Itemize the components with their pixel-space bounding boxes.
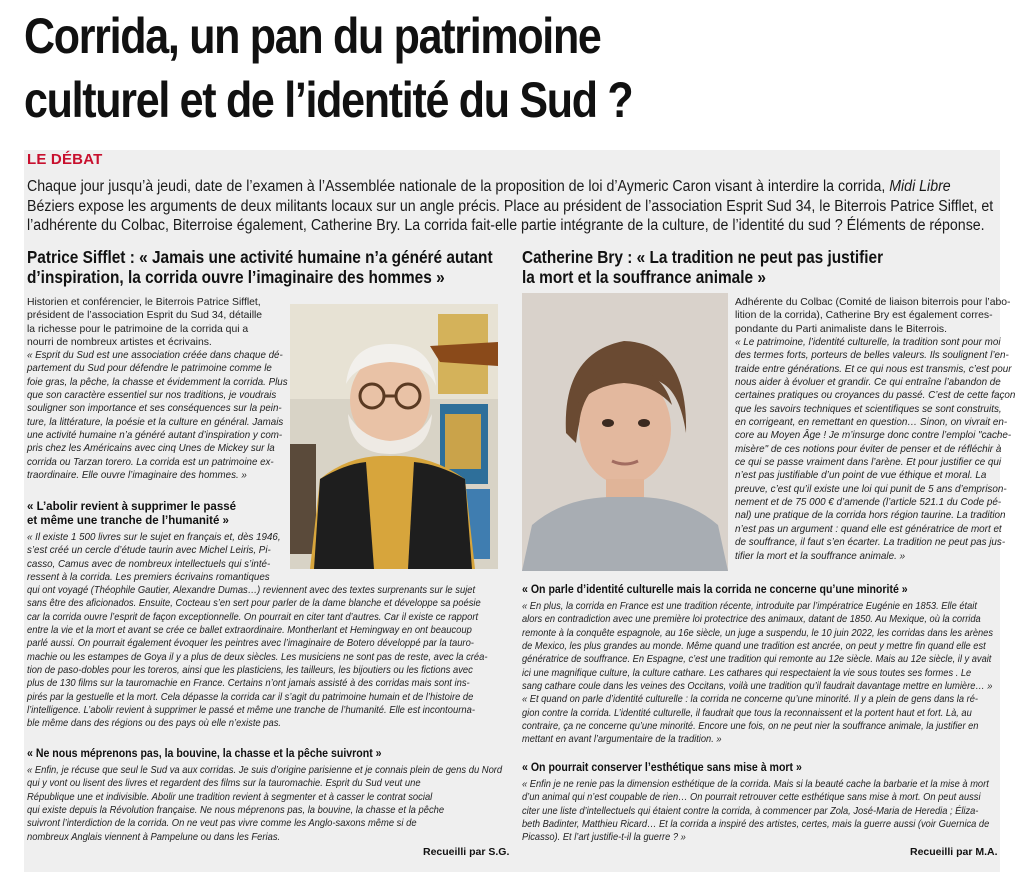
intro-line-3: l’adhérente du Colbac, Biterroise également, Catherine Bry. La corrida fait-elle partie intégrante de la culture, de l’identité du sud ? Éléments de réponse. bbox=[27, 217, 985, 234]
right-subheading-2: « On pourrait conserver l’esthétique sans mise à mort » bbox=[522, 762, 802, 774]
article-intro bbox=[27, 177, 997, 236]
left-column-title: Patrice Sifflet : « Jamais une activité humaine n’a généré autant d’inspiration, la corrida ouvre l’imaginaire des hommes » bbox=[27, 247, 493, 287]
portrait-photo-patrice-sifflet bbox=[290, 304, 498, 569]
intro-line-1: Chaque jour jusqu’à jeudi, date de l’examen à l’Assemblée nationale de la proposition de loi d’Aymeric Caron visant à interdire la corrida, Midi Libre bbox=[27, 178, 951, 195]
left-subheading-1: « L’abolir revient à supprimer le passé et même une tranche de l’humanité » bbox=[27, 501, 237, 527]
left-signature: Recueilli par S.G. bbox=[423, 846, 510, 858]
intro-line-2: Béziers expose les arguments de deux militants locaux sur un angle précis. Place au président de l’association Esprit Sud 34, le Biterrois Patrice Sifflet, et bbox=[27, 197, 994, 215]
portrait-man-image bbox=[290, 304, 498, 569]
newspaper-name: Midi Libre bbox=[889, 178, 951, 195]
left-bio: Historien et conférencier, le Biterrois Patrice Sifflet, président de l’association Esprit du Sud 34, détaille la richesse pour le patrimoine de la corrida qui a nourri de nombreux artistes et écrivains. bbox=[27, 297, 263, 349]
portrait-woman-image bbox=[522, 293, 728, 571]
right-quote-2: « En plus, la corrida en France est une tradition récente, introduite par l’impératrice Eugénie en 1853. Elle était alors en contradiction avec une première loi protectrice des animaux, datant de 1850. Au Mexique, où la corrida remonte à la conquête espagnole, au 16e siècle, un juge a suspendu, le 10 juin 2022, les corridas dans les arènes de Mexico, les plus grandes au monde. Même quand une tradition est ancrée, on peut y mettre fin quand elle est génératrice de souffrance. En Espagne, c’est une tradition qui remonte au 12e siècle. Mais au 12e siècle, il y avait ici une magnifique culture, la culture cathare. Les cathares qui respectaient la vie sous toutes ses formes . Le sang cathare coule dans les veines des Occitans, voilà une tradition qu’il faudrait davantage mettre en lumière… » « Et quand on parle d’identité culturelle : la corrida ne concerne qu’une minorité. Il y a plein de gens dans la ré- gion contre la corrida. L’identité culturelle, il faudrait que tous la reconnaissent et la portent haut et fort. Là, au contraire, ça ne concerne qu’une minorité. Encore une fois, on ne peut nier la souffrance animale, la justifier en mettant en avant l’argumentaire de la tradition. » bbox=[522, 601, 993, 746]
headline-line-1: Corrida, un pan du patrimoine bbox=[24, 8, 601, 64]
right-column-title: Catherine Bry : « La tradition ne peut pas justifier la mort et la souffrance animale » bbox=[522, 247, 884, 287]
right-quote-3: « Enfin je ne renie pas la dimension esthétique de la corrida. Mais si la beauté cache la barbarie et la mise à mort d’un animal qui n’est coupable de rien… On pourrait retrouver cette esthétique sans mise à mort. On peut aussi citer une liste d’intellectuels qui étaient contre la corrida, à commencer par Zola, José-Maria de Heredia ; Éliza- beth Badinter, Matthieu Ricard… Et la corrida a inspiré des artistes, certes, mais la guerre aussi (voir Guernica de Picasso). Et l’art justifie-t-il la guerre ? » bbox=[522, 779, 990, 844]
left-quote-1: « Esprit du Sud est une association créée dans chaque dé- partement du Sud pour défendre le patrimoine comme le foie gras, la pêche, la chasse et évidemment la corrida. Plus que son caractère essentiel sur nos traditions, je voudrais souligner son importance et ses conséquences sur la pein- ture, la littérature, la poésie et la culture en général. Jamais une activité humaine n’a généré autant d’inspiration y com- pris chez les Américains avec cinq Unes de Mickey sur la corrida ou Tarzan torero. La corrida est un patrimoine ex- traordinaire. Elle ouvre l’imaginaire des hommes. » bbox=[27, 350, 288, 482]
right-signature: Recueilli par M.A. bbox=[910, 846, 998, 858]
left-quote-2-narrow: « Il existe 1 500 livres sur le sujet en français et, dès 1946, s’est créé un cercle d’étude taurin avec Michel Leiris, Pi- casso, Camus avec de nombreux intellectuels qui s’inté- ressent à la corrida. Les premiers écrivains romantiques bbox=[27, 532, 281, 584]
section-kicker: LE DÉBAT bbox=[27, 151, 103, 168]
left-quote-2-wide: qui ont voyagé (Théophile Gautier, Alexandre Dumas…) reviennent avec des textes surprenants sur le sujet sans être des aficionados. Ensuite, Cocteau s’en sert pour parler de la dame blanche et développe sa poésie car la corrida ouvre l’esprit de façon exceptionnelle. On pourrait en citer tant d’autres. Car il existe ce rapport entre la vie et la mort et avant se crée ce ballet extraordinaire. Montherlant et Hemingway en ont beaucoup parlé aussi. On pourrait également évoquer les peintres avec l’imaginaire de Botero développé par la tauro- machie ou les estampes de Goya il y a plus de deux siècles. Les musiciens ne sont pas de reste, avec la créa- tion de paso-dobles pour les toreros, ainsi que les plasticiens, les tailleurs, les bijoutiers ou les fictions avec plus de 130 films sur la tauromachie en France. Certains n’ont jamais assisté à des corridas mais sont ins- pirés par la gestuelle et la mort. Cela dépasse la corrida car il s’agit du patrimoine humain et de l’histoire de l’intelligence. L’abolir revient à supprimer le passé et même une tranche de l’humanité. Elle est incontourna- ble même dans des régions ou des pays où elle n’existe pas. bbox=[27, 585, 488, 730]
headline-line-2: culturel et de l’identité du Sud ? bbox=[24, 72, 633, 128]
right-subheading-1: « On parle d’identité culturelle mais la corrida ne concerne qu’une minorité » bbox=[522, 584, 908, 596]
portrait-photo-catherine-bry bbox=[522, 293, 728, 571]
right-quote-1: « Le patrimoine, l’identité culturelle, la tradition sont pour moi des termes forts, porteurs de belles valeurs. Ils soulignent l’en- traide entre générations. Et ce qui nous est transmis, c’est pour nous aider à évoluer et grandir. Ce qui entraîne l’abandon de certaines pratiques ou croyances du passé. C’est de cette façon que les savoirs techniques et scientifiques se sont construits, en corrigeant, en remettant en question… Sinon, on vivrait en- core au Moyen Âge ! Je m’insurge donc contre l’emploi "cache- misère" de ces notions pour éviter de penser et de réfléchir à ce qui se passe vraiment dans l’arène. Et pour justifier ce qui n’est pas justifiable d’un point de vue éthique et moral. La preuve, c’est qu’il existe une loi qui punit de 5 ans d’emprison- nement et de 75 000 € d’amende (l’article 521.1 du Code pé- nal) une pratique de la corrida hors région taurine. La tradition n’est pas un argument : quand elle est génératrice de mort et de souffrance, il faut s’en écarter. La tradition ne peut pas jus- tifier la mort et la souffrance animale. » bbox=[735, 337, 1016, 562]
left-quote-3: « Enfin, je récuse que seul le Sud va aux corridas. Je suis d’origine parisienne et je connais plein de gens du Nord qui y vont ou lisent des livres et regardent des films sur la tauromachie. Esprit du Sud veut une République une et indivisible. Abolir une tradition revient à segmenter et à casser le contrat social qui existe depuis la Révolution française. Ne nous méprenons pas, la bouvine, la chasse et la pêche suivront l’interdiction de la corrida. On ne veut pas vivre comme les Anglo-saxons même si de nombreux Anglais viennent à Pampelune ou dans les Ferias. bbox=[27, 765, 503, 843]
right-bio: Adhérente du Colbac (Comité de liaison biterrois pour l’abo- lition de la corrida), Catherine Bry est également corres- pondante du Parti animaliste dans le Biterrois. bbox=[735, 297, 1011, 335]
left-subheading-2: « Ne nous méprenons pas, la bouvine, la chasse et la pêche suivront » bbox=[27, 748, 382, 760]
article-headline bbox=[24, 4, 875, 132]
